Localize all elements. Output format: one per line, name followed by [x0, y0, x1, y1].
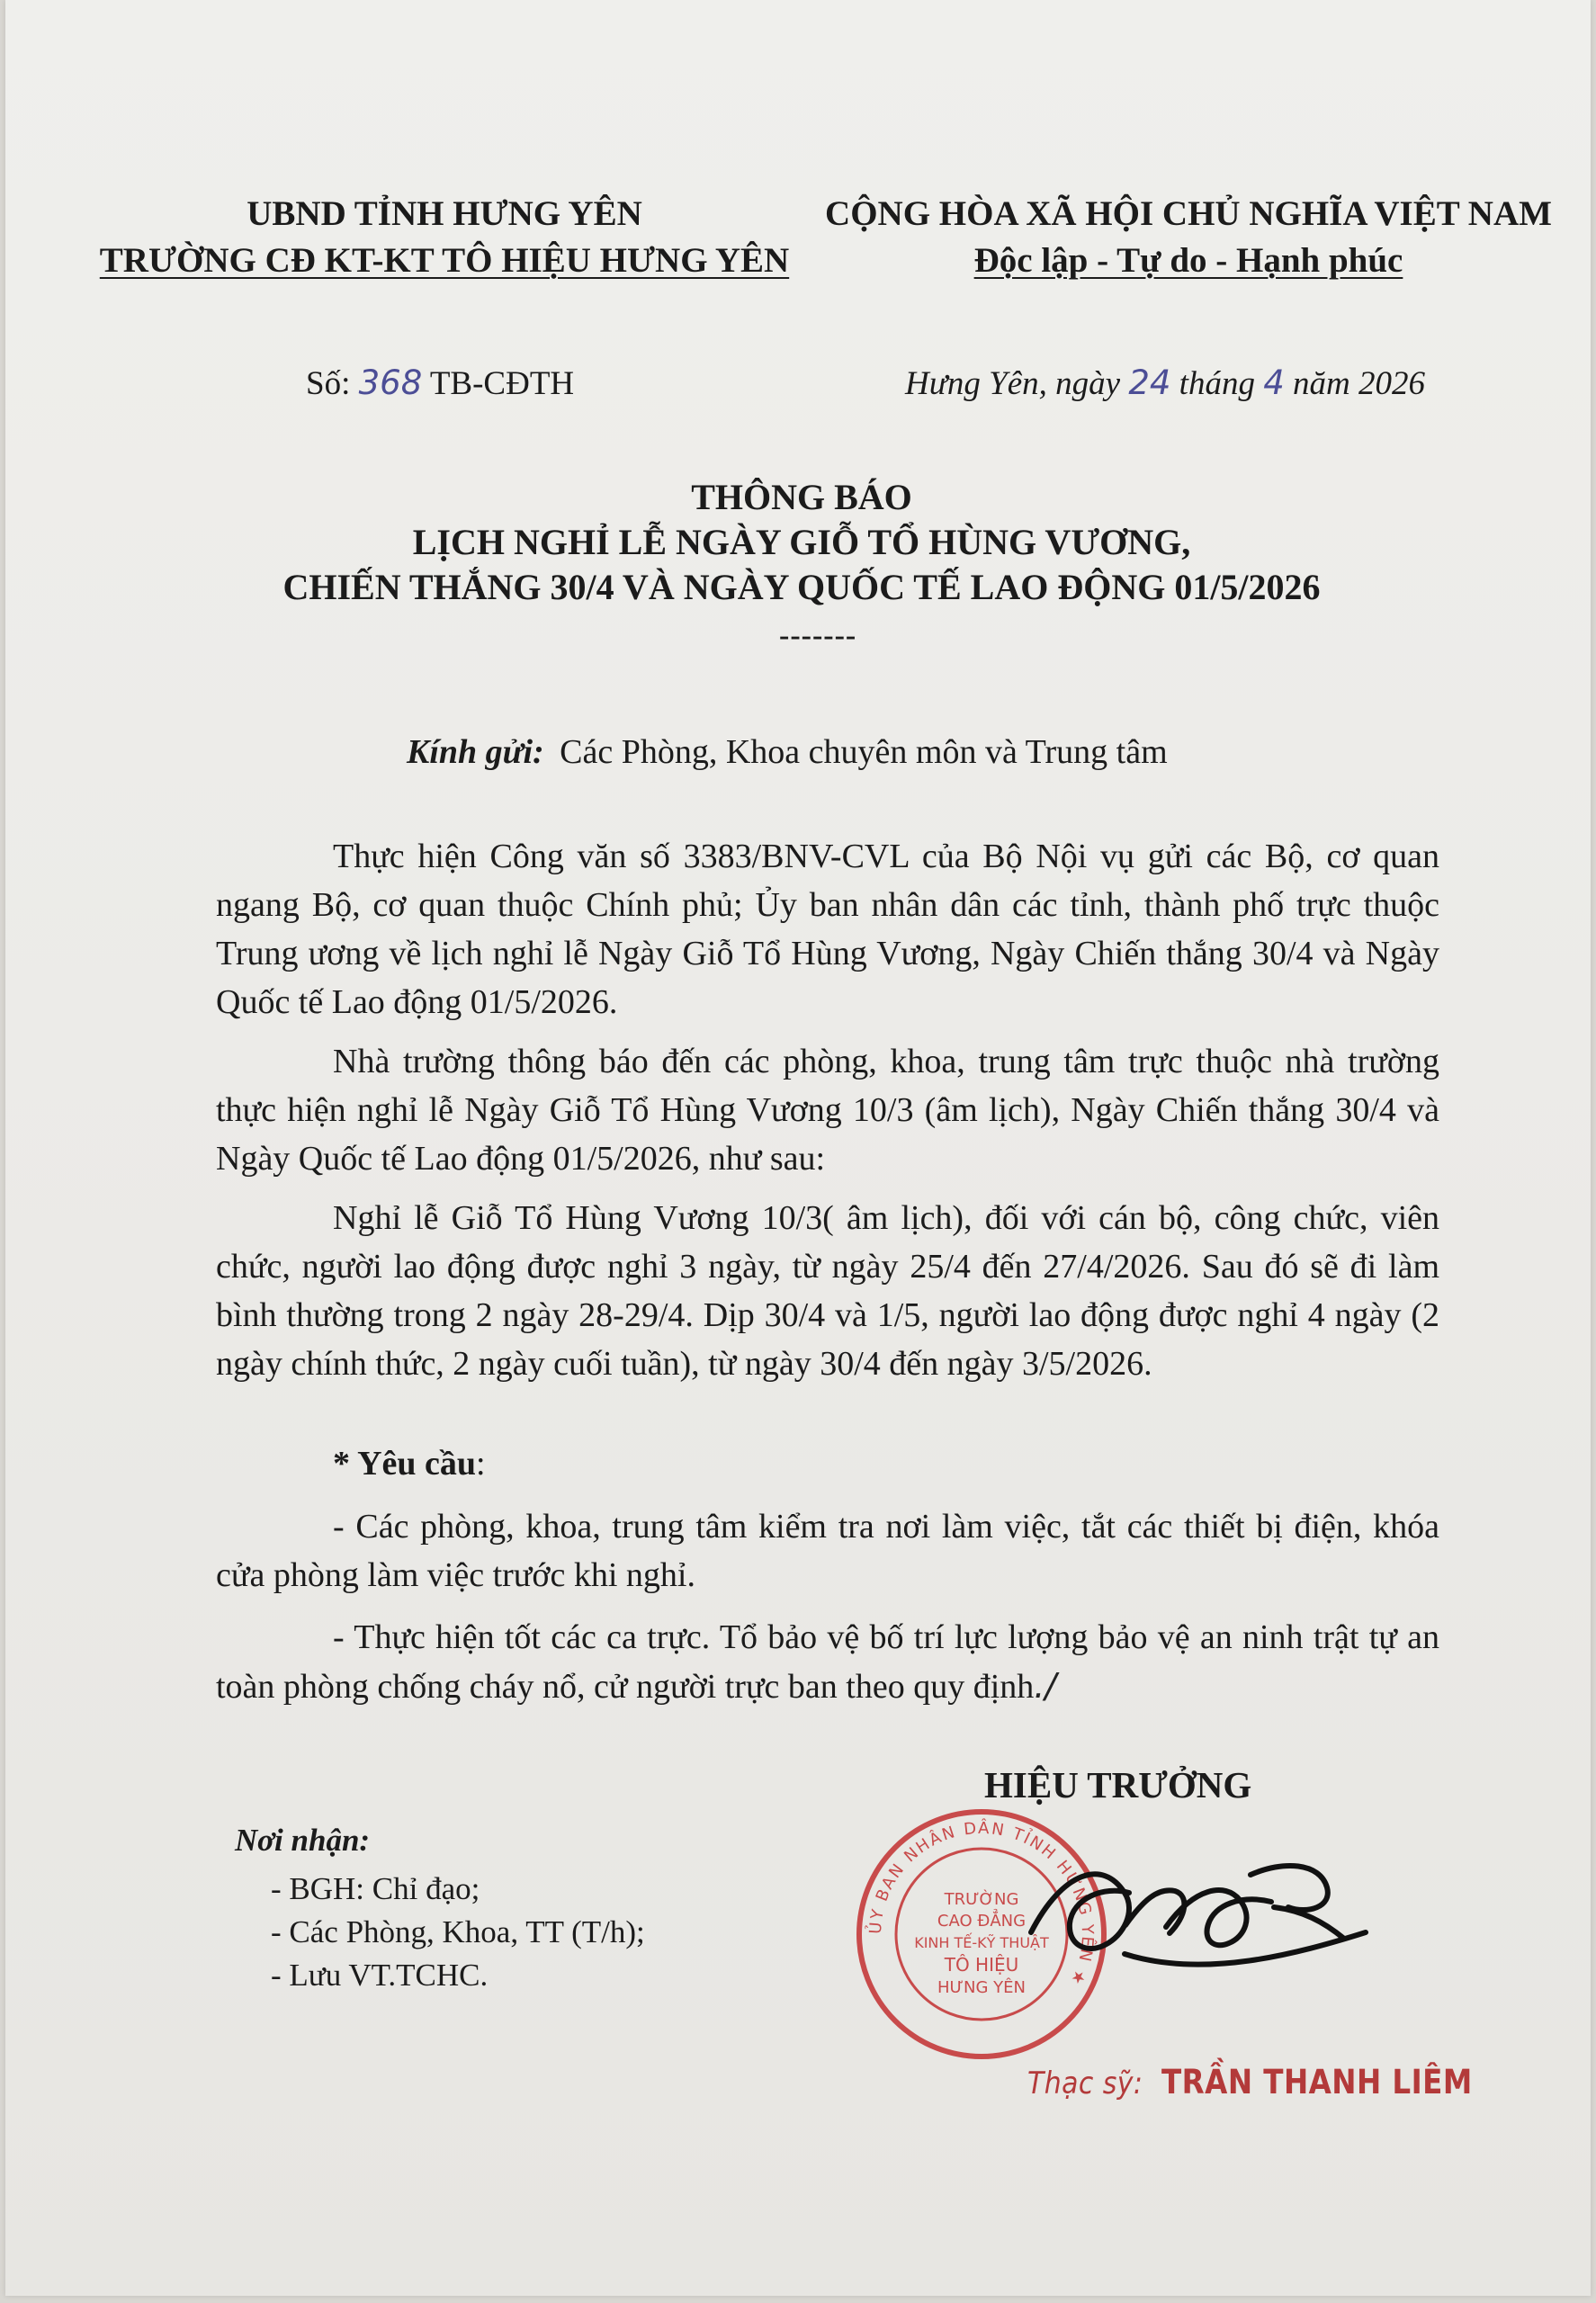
svg-text:TÔ HIỆU: TÔ HIỆU [944, 1954, 1019, 1976]
national-header [797, 191, 1580, 284]
place-date-prefix: Hưng Yên, ngày [905, 365, 1121, 402]
requirement-1-text: - Các phòng, khoa, trung tâm kiểm tra nơi làm việc, tắt các thiết bị điện, khóa cửa phòng làm việc trước khi nghỉ. [216, 1508, 1439, 1594]
svg-text:ỦY BAN NHÂN DÂN TỈNH HƯNG YÊN: ỦY BAN NHÂN DÂN TỈNH HƯNG YÊN ★ [865, 1818, 1098, 1990]
receiver-item: - Các Phòng, Khoa, TT (T/h); [271, 1914, 645, 1949]
notice-title [176, 475, 1427, 610]
issuer-header [76, 191, 813, 284]
requirement-2-text: - Thực hiện tốt các ca trực. Tổ bảo vệ bố trí lực lượng bảo vệ an ninh trật tự an toàn phòng chống cháy nổ, cử người trực ban theo quy định./ [216, 1618, 1439, 1706]
title-divider: ------- [779, 619, 857, 652]
date-day: 24 [1128, 363, 1171, 402]
issuer-line-1: UBND TỈNH HƯNG YÊN [247, 194, 642, 233]
receiver-item: - Lưu VT.TCHC. [271, 1958, 489, 1993]
recipient-label: Kính gửi [407, 733, 533, 771]
receivers-block [235, 1819, 645, 1997]
paragraph-1-text: Thực hiện Công văn số 3383/BNV-CVL của Bộ Nội vụ gửi các Bộ, cơ quan ngang Bộ, cơ quan thuộc Chính phủ; Ủy ban nhân dân các tỉnh, thành phố trực thuộc Trung ương về lịch nghỉ lễ Ngày Giỗ Tổ Hùng Vương, Ngày Chiến thắng 30/4 và Ngày Quốc tế Lao động 01/5/2026. [216, 838, 1439, 1021]
place-date [905, 363, 1425, 403]
svg-text:CAO ĐẲNG: CAO ĐẲNG [937, 1912, 1027, 1931]
document-number [306, 363, 574, 403]
date-year: năm 2026 [1293, 365, 1425, 402]
document-number-value: 368 [358, 363, 423, 402]
receivers-label: Nơi nhận: [235, 1823, 371, 1858]
requirement-2 [216, 1613, 1439, 1711]
issuer-line-2: TRƯỜNG CĐ KT-KT TÔ HIỆU HƯNG YÊN [99, 241, 790, 280]
title-line-3: CHIẾN THẮNG 30/4 VÀ NGÀY QUỐC TẾ LAO ĐỘNG 01/5/2026 [282, 567, 1321, 607]
title-line-2: LỊCH NGHỈ LỄ NGÀY GIỖ TỔ HÙNG VƯƠNG, [412, 522, 1191, 562]
document-number-suffix: TB-CĐTH [429, 365, 575, 402]
paragraph-2 [216, 1037, 1439, 1183]
requirements-title: * Yêu cầu [333, 1445, 477, 1483]
paragraph-2-text: Nhà trường thông báo đến các phòng, khoa, trung tâm trực thuộc nhà trường thực hiện nghỉ lễ Ngày Giỗ Tổ Hùng Vương 10/3 (âm lịch), Ngày Chiến thắng 30/4 và Ngày Quốc tế Lao động 01/5/2026, như sau: [216, 1043, 1439, 1178]
requirements-heading: * Yêu cầu: [333, 1445, 486, 1483]
signature-icon [1013, 1835, 1373, 2006]
svg-text:HƯNG YÊN: HƯNG YÊN [937, 1978, 1026, 1997]
svg-text:KINH TẾ-KỸ THUẬT: KINH TẾ-KỸ THUẬT [914, 1934, 1049, 1951]
title-line-1: THÔNG BÁO [691, 477, 912, 517]
recipient-value: Các Phòng, Khoa chuyên môn và Trung tâm [560, 733, 1168, 771]
date-month: 4 [1263, 363, 1285, 402]
signer-prefix: Thạc sỹ: [1027, 2066, 1143, 2101]
recipient-line: Kính gửi: Các Phòng, Khoa chuyên môn và Trung tâm [407, 733, 1168, 771]
principal-title: HIỆU TRƯỞNG [984, 1764, 1252, 1806]
paragraph-3 [216, 1194, 1439, 1388]
document-number-prefix: Số: [306, 365, 351, 402]
national-line-1: CỘNG HÒA XÃ HỘI CHỦ NGHĨA VIỆT NAM [825, 194, 1552, 233]
receiver-item: - BGH: Chỉ đạo; [271, 1871, 480, 1906]
signer-name [1027, 2063, 1473, 2101]
signer-fullname: TRẦN THANH LIÊM [1161, 2063, 1473, 2101]
document-page [5, 0, 1591, 2296]
requirement-1 [216, 1502, 1439, 1600]
paragraph-3-text: Nghỉ lễ Giỗ Tổ Hùng Vương 10/3( âm lịch), đối với cán bộ, công chức, viên chức, người lao động được nghỉ 3 ngày, từ ngày 25/4 đến 27/4/2026. Sau đó sẽ đi làm bình thường trong 2 ngày 28-29/4. Dịp 30/4 và 1/5, người lao động được nghỉ 4 ngày (2 ngày chính thức, 2 ngày cuối tuần), từ ngày 30/4 đến ngày 3/5/2026. [216, 1199, 1439, 1383]
date-month-label: tháng [1179, 365, 1255, 402]
svg-text:TRƯỜNG: TRƯỜNG [944, 1890, 1019, 1909]
national-motto: Độc lập - Tự do - Hạnh phúc [973, 241, 1403, 280]
paragraph-1 [216, 832, 1439, 1026]
